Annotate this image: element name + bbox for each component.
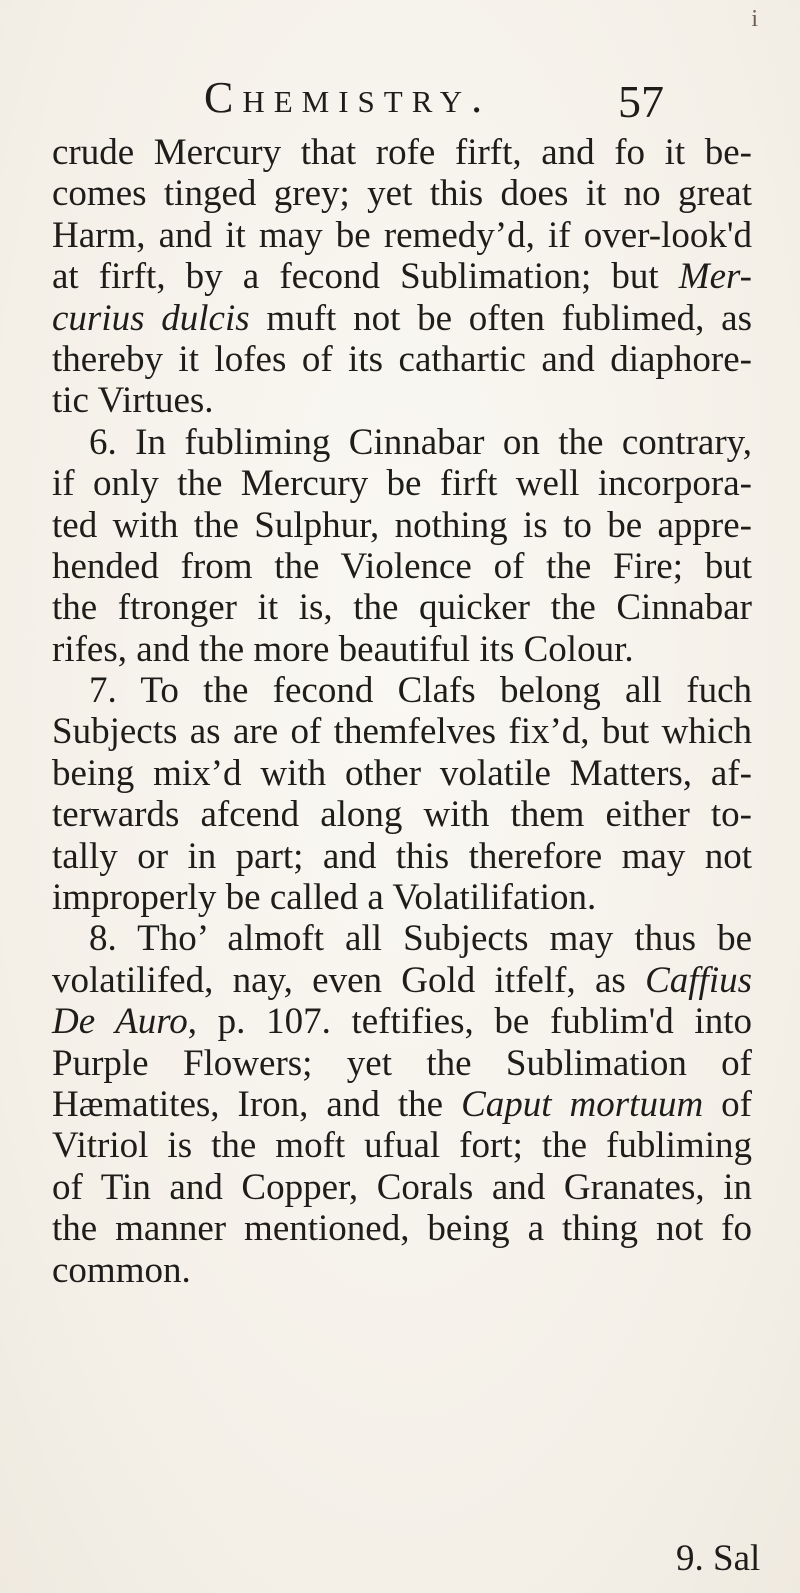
text-line: crude Mercury that rofe firft, and fo it be- xyxy=(52,132,752,173)
text-line: if only the Mercury be firft well incorpora- xyxy=(52,463,752,505)
text-line: rifes, and the more beautiful its Colour. xyxy=(52,628,634,670)
text-line: being mix’d with other volatile Matters, af- xyxy=(52,752,752,794)
page-number: 57 xyxy=(618,76,664,127)
corner-mark: i xyxy=(751,6,758,32)
text-line: tic Virtues. xyxy=(52,380,214,422)
text-line: curius dulcis muft not be often fublimed, as xyxy=(52,297,752,339)
text-line: Harm, and it may be remedy’d, if over-look'd xyxy=(52,214,752,256)
text-line: comes tinged grey; yet this does it no great xyxy=(52,173,752,215)
text-line: the ftronger it is, the quicker the Cinnabar xyxy=(52,587,752,629)
text-line: thereby it lofes of its cathartic and diaphore- xyxy=(52,338,752,380)
paragraph-7-start: 7. To the fecond Clafs belong all fuch xyxy=(89,670,752,712)
text-line: improperly be called a Volatilifation. xyxy=(52,877,597,919)
text-line: De Auro, p. 107. teftifies, be fublim'd into xyxy=(52,1001,752,1043)
catchword: 9. Sal xyxy=(676,1538,761,1579)
text-line: Subjects as are of themfelves fix’d, but which xyxy=(52,711,752,753)
paragraph-6-start: 6. In fubliming Cinnabar on the contrary, xyxy=(89,421,752,463)
text-line: the manner mentioned, being a thing not fo xyxy=(52,1208,752,1250)
body-text xyxy=(52,132,752,1291)
text-line: volatilifed, nay, even Gold itfelf, as Caffius xyxy=(52,959,752,1001)
text-line: common. xyxy=(52,1249,191,1291)
text-line: Vitriol is the moft ufual fort; the fubliming xyxy=(52,1125,752,1167)
text-line: of Tin and Copper, Corals and Granates, in xyxy=(52,1166,752,1208)
text-line: Purple Flowers; yet the Sublimation of xyxy=(52,1042,752,1084)
running-title: Chemistry. xyxy=(204,73,492,122)
text-line: ted with the Sulphur, nothing is to be appre- xyxy=(52,504,752,546)
text-line: at firft, by a fecond Sublimation; but Mer- xyxy=(52,256,752,298)
paragraph-8-start: 8. Tho’ almoft all Subjects may thus be xyxy=(89,918,752,960)
text-line: terwards afcend along with them either to- xyxy=(52,794,752,836)
text-line: hended from the Violence of the Fire; but xyxy=(52,545,752,587)
text-line: Hæmatites, Iron, and the Caput mortuum of xyxy=(52,1083,753,1125)
text-line: tally or in part; and this therefore may not xyxy=(52,835,752,877)
running-head xyxy=(204,68,664,128)
